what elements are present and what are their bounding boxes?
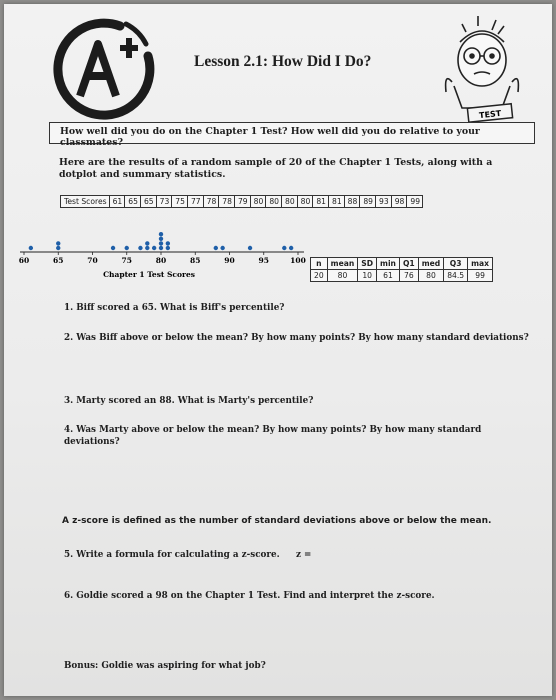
dotplot-dot [282, 246, 286, 250]
dotplot-dot [56, 241, 60, 245]
stat-value: 61 [377, 270, 400, 282]
stat-value: 10 [358, 270, 377, 282]
dotplot-tick-label: 80 [155, 256, 167, 265]
dotplot-dot [159, 237, 163, 241]
dotplot-dot [145, 246, 149, 250]
stat-header: SD [358, 258, 377, 270]
score-cell: 80 [282, 196, 298, 207]
score-cell: 93 [376, 196, 392, 207]
dotplot-dot [159, 246, 163, 250]
bonus-question: Bonus: Goldie was aspiring for what job? [64, 661, 266, 671]
dotplot-dot [145, 241, 149, 245]
score-cell: 88 [345, 196, 361, 207]
score-cell: 61 [110, 196, 126, 207]
score-cell: 73 [157, 196, 173, 207]
z-score-definition: A z-score is defined as the number of standard deviations above or below the mean. [62, 516, 492, 526]
score-cell: 65 [141, 196, 157, 207]
stat-header: mean [327, 258, 358, 270]
stat-header: n [311, 258, 328, 270]
score-cell: 81 [329, 196, 345, 207]
scores-label: Test Scores [61, 196, 110, 207]
intro-text: Here are the results of a random sample of 20 of the Chapter 1 Tests, along with a dotplot and summary statistics. [59, 157, 493, 180]
dotplot-dot [248, 246, 252, 250]
score-cell: 65 [125, 196, 141, 207]
student-cartoon-icon [432, 12, 532, 124]
test-scores-table [60, 195, 423, 208]
dotplot-tick-label: 60 [18, 256, 30, 265]
question-5: 5. Write a formula for calculating a z-score. [64, 550, 280, 560]
dotplot-dot [29, 246, 33, 250]
summary-stats-table [310, 257, 493, 282]
dotplot-axis-label: Chapter 1 Test Scores [103, 270, 195, 279]
score-cell: 80 [266, 196, 282, 207]
stat-header: max [468, 258, 493, 270]
dotplot-dot [138, 246, 142, 250]
cartoon-sign-text: TEST [478, 108, 502, 121]
question-box: How well did you do on the Chapter 1 Test? How well did you do relative to your classmates? [49, 122, 535, 144]
question-3: 3. Marty scored an 88. What is Marty's percentile? [64, 396, 314, 406]
dotplot-dot [159, 232, 163, 236]
dotplot-dot [111, 246, 115, 250]
score-cell: 77 [188, 196, 204, 207]
dotplot-tick-label: 90 [224, 256, 235, 265]
stat-value: 80 [327, 270, 358, 282]
dotplot-dot [125, 246, 129, 250]
score-cell: 89 [360, 196, 376, 207]
stat-value: 80 [418, 270, 444, 282]
dotplot-dot [166, 241, 170, 245]
score-cell: 75 [172, 196, 188, 207]
stat-value: 20 [311, 270, 328, 282]
dotplot-dot [166, 246, 170, 250]
question-1: 1. Biff scored a 65. What is Biff's percentile? [64, 303, 285, 313]
dotplot-dot [220, 246, 224, 250]
question-2: 2. Was Biff above or below the mean? By how many points? By how many standard deviations? [64, 333, 529, 343]
score-cell: 79 [235, 196, 251, 207]
score-cell: 78 [219, 196, 235, 207]
stat-header: Q1 [399, 258, 418, 270]
dotplot-dot [289, 246, 293, 250]
worksheet-page [4, 4, 552, 696]
stat-value: 99 [468, 270, 493, 282]
question-4: 4. Was Marty above or below the mean? By how many points? By how many standard deviations? [64, 425, 482, 447]
dotplot-tick-label: 95 [258, 256, 269, 265]
question-6: 6. Goldie scored a 98 on the Chapter 1 Test. Find and interpret the z-score. [64, 591, 435, 601]
stat-value: 76 [399, 270, 418, 282]
dotplot-dot [214, 246, 218, 250]
score-cell: 78 [204, 196, 220, 207]
page-title: Lesson 2.1: How Did I Do? [194, 53, 372, 70]
stat-value: 84.5 [444, 270, 468, 282]
score-cell: 81 [313, 196, 329, 207]
score-cell: 80 [251, 196, 267, 207]
stat-header: med [418, 258, 444, 270]
dotplot-dot [56, 246, 60, 250]
summary-header-row [311, 258, 493, 270]
score-cell: 80 [298, 196, 314, 207]
dotplot [4, 214, 314, 284]
dotplot-tick-label: 100 [290, 256, 306, 265]
dotplot-tick-label: 85 [190, 256, 201, 265]
dotplot-tick-label: 75 [121, 256, 132, 265]
a-plus-logo-icon [50, 16, 158, 124]
z-formula-label: z = [296, 550, 312, 560]
summary-value-row [311, 270, 493, 282]
score-cell: 99 [410, 197, 421, 206]
dotplot-dot [159, 241, 163, 245]
dotplot-tick-label: 70 [87, 256, 98, 265]
dotplot-tick-label: 65 [53, 256, 64, 265]
dotplot-dot [152, 246, 156, 250]
stat-header: min [377, 258, 400, 270]
score-cell: 98 [392, 196, 408, 207]
stat-header: Q3 [444, 258, 468, 270]
